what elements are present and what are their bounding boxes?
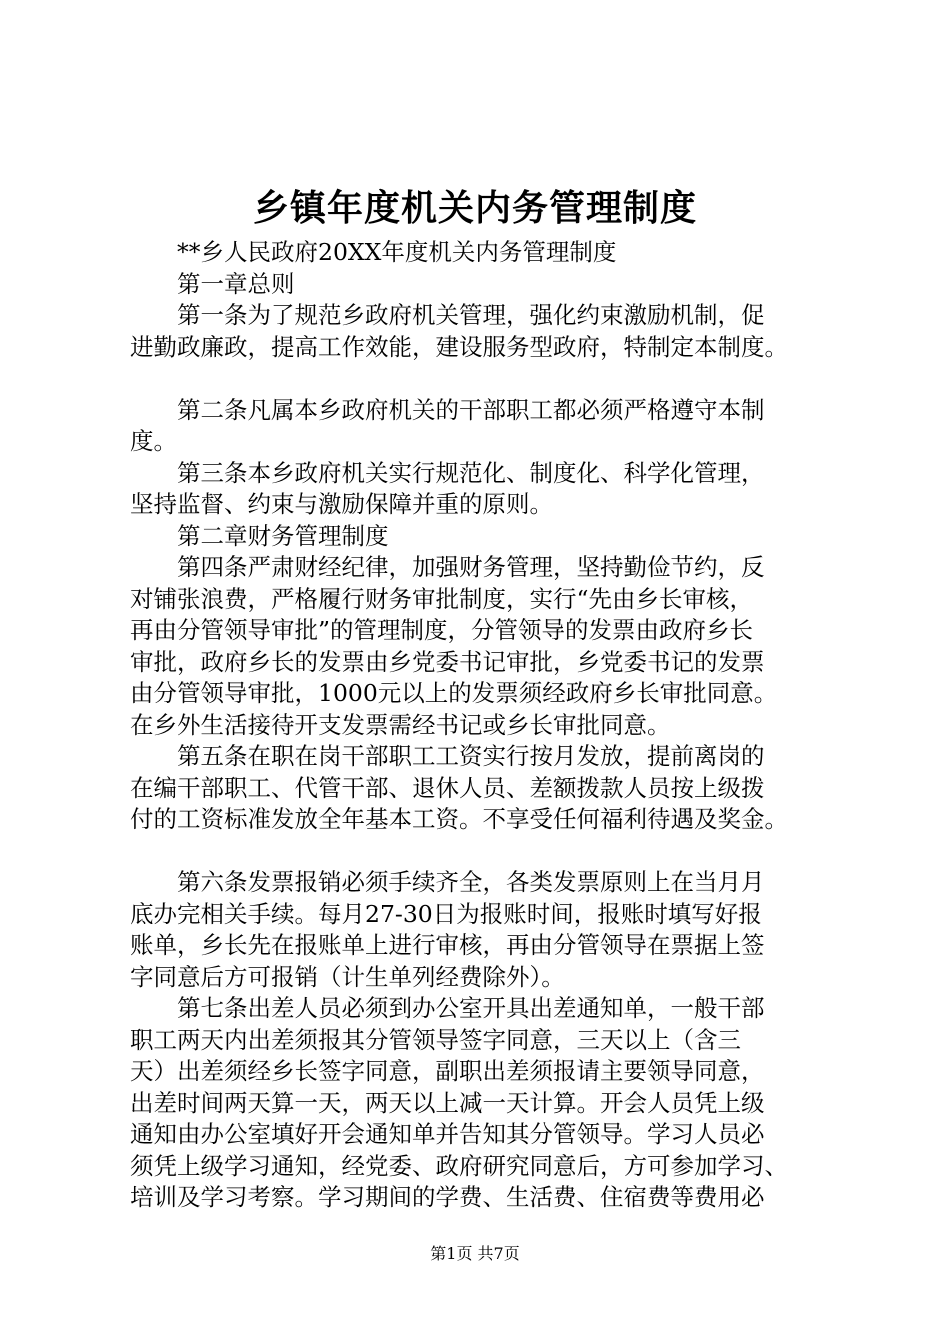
chapter-heading-2: 第二章财务管理制度	[177, 521, 389, 550]
document-title: 乡镇年度机关内务管理制度	[252, 187, 697, 229]
article-2: 第二条凡属本乡政府机关的干部职工都必须严格遵守本制 度。	[130, 395, 765, 455]
chapter-heading-1: 第一章总则	[177, 269, 295, 298]
document-body	[130, 237, 835, 1214]
page-number-footer: 第1页 共7页	[430, 1244, 520, 1263]
paragraph-subtitle: **乡人民政府20XX年度机关内务管理制度	[177, 238, 617, 266]
article-5: 第五条在职在岗干部职工工资实行按月发放，提前离岗的 在编干部职工、代管干部、退休人员、差额拨款人员按上级拨 付的工资标准发放全年基本工资。不享受任何福利待遇及奖金。	[130, 742, 788, 833]
article-4: 第四条严肃财经纪律，加强财务管理，坚持勤俭节约，反 对铺张浪费，严格履行财务审批制度，实行“先由乡长审核， 再由分管领导审批”的管理制度，分管领导的发票由政府乡长 审批，政府乡长的发票由乡党委书记审批，乡党委书记的发票 由分管领导审批，1000元以上的发票须经政府乡长审批同意。 在乡外生活接待开支发票需经书记或乡长审批同意。	[130, 553, 778, 739]
article-1: 第一条为了规范乡政府机关管理，强化约束激励机制，促 进勤政廉政，提高工作效能，建设服务型政府，特制定本制度。	[130, 301, 788, 361]
article-3: 第三条本乡政府机关实行规范化、制度化、科学化管理， 坚持监督、约束与激励保障并重的原则。	[130, 458, 765, 518]
article-6: 第六条发票报销必须手续齐全，各类发票原则上在当月月 底办完相关手续。每月27-30日为报账时间，报账时填写好报 账单，乡长先在报账单上进行审核，再由分管领导在票据上签 字同意后方可报销（计生单列经费除外）。	[130, 868, 765, 991]
article-7: 第七条出差人员必须到办公室开具出差通知单，一般干部 职工两天内出差须报其分管领导签字同意，三天以上（含三 天）出差须经乡长签字同意，副职出差须报请主要领导同意， 出差时间两天算一天，两天以上减一天计算。开会人员凭上级 通知由办公室填好开会通知单并告知其分管领导。学习人员必 须凭上级学习通知，经党委、政府研究同意后，方可参加学习、 培训及学习考察。学习期间的学费、生活费、住宿费等费用必	[130, 994, 788, 1211]
